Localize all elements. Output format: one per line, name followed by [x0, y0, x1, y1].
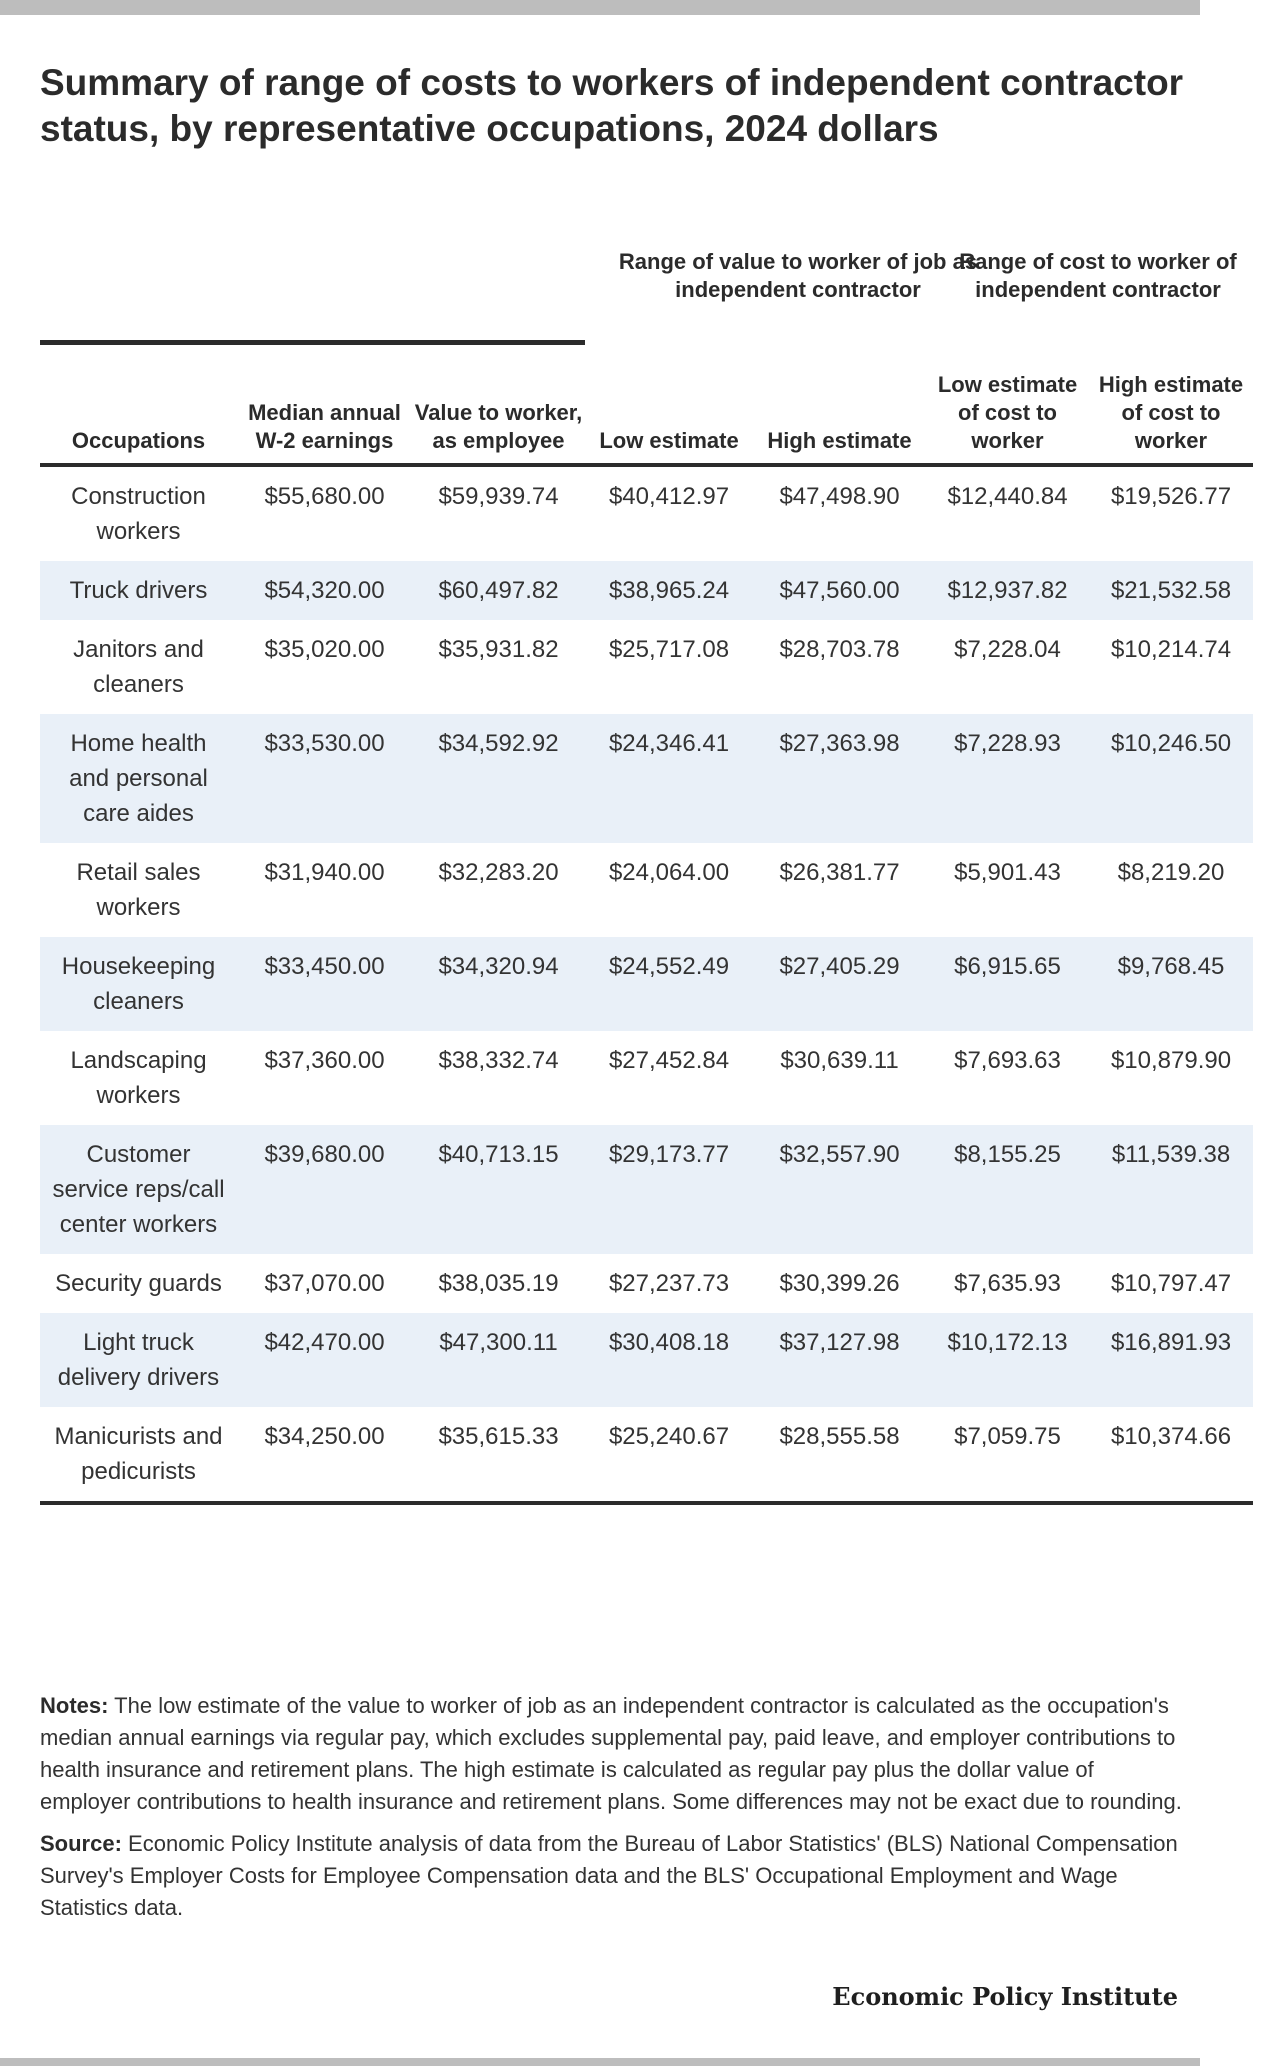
cell-cost-low-estimate: $7,228.93: [954, 730, 1061, 757]
cell-median-earnings: $33,530.00: [264, 730, 385, 757]
cell-cost-high-estimate: $10,797.47: [1110, 1270, 1232, 1297]
cell-ic-low-estimate: $29,173.77: [608, 1141, 730, 1168]
cell-median-earnings: $37,070.00: [264, 1270, 385, 1297]
notes-text: The low estimate of the value to worker of job as an independent contractor is calculated as the occupation's median annual earnings via regular pay, which excludes supplemental pay, paid leave, and employer contributions to health insurance and retirement plans. The high estimate is calculated as regular pay plus the dollar value of employer contributions to health insurance and retirement plans. Some differences may not be exact due to rounding.: [40, 1693, 1182, 1814]
cell-ic-low-estimate: $27,237.73: [608, 1270, 730, 1297]
table-row: [40, 1407, 1253, 1501]
cell-value-employee: $47,300.11: [439, 1329, 558, 1356]
cell-cost-low-estimate: $12,440.84: [947, 483, 1068, 510]
cell-median-earnings: $31,940.00: [264, 859, 385, 886]
cell-ic-low-estimate: $24,064.00: [608, 859, 730, 886]
notes-section: [40, 1690, 1190, 1934]
cell-ic-low-estimate: $38,965.24: [608, 577, 730, 604]
cell-cost-low-estimate: $12,937.82: [947, 577, 1068, 604]
table-row: [40, 561, 1253, 620]
cell-value-employee: $34,592.92: [438, 730, 559, 757]
cell-ic-high-estimate: $27,405.29: [779, 953, 900, 980]
cell-ic-high-estimate: $32,557.90: [779, 1141, 900, 1168]
cell-occupation: Retail sales workers: [76, 859, 201, 921]
group-header-value-range: Range of value to worker of job as independent contractor: [618, 249, 978, 302]
cell-cost-high-estimate: $21,532.58: [1110, 577, 1232, 604]
table-row: [40, 1031, 1253, 1125]
cell-occupation: Home health and personal care aides: [69, 730, 208, 827]
cell-cost-low-estimate: $8,155.25: [954, 1141, 1061, 1168]
cell-cost-high-estimate: $19,526.77: [1110, 483, 1232, 510]
cell-cost-low-estimate: $7,693.63: [954, 1047, 1061, 1074]
cell-cost-low-estimate: $7,228.04: [954, 636, 1061, 663]
cell-cost-high-estimate: $16,891.93: [1110, 1329, 1232, 1356]
source-label: Source:: [40, 1831, 122, 1856]
cell-cost-high-estimate: $8,219.20: [1117, 859, 1225, 886]
cell-value-employee: $32,283.20: [438, 859, 559, 886]
page-title: Summary of range of costs to workers of independent contractor status, by representative occupations, 2024 dollars: [40, 62, 1184, 149]
cell-occupation: Light truck delivery drivers: [57, 1329, 220, 1391]
cell-median-earnings: $42,470.00: [264, 1329, 385, 1356]
table-row: [40, 1254, 1253, 1313]
cell-value-employee: $60,497.82: [438, 577, 559, 604]
source-text: Economic Policy Institute analysis of data from the Bureau of Labor Statistics' (BLS) National Compensation Survey's Employer Costs for Employee Compensation data and the BLS' Occupational Employment and Wage Statistics data.: [40, 1831, 1178, 1920]
cell-occupation: Manicurists and pedicurists: [54, 1423, 223, 1485]
table-row: [40, 714, 1253, 843]
group-header-cost-range: Range of cost to worker of independent contractor: [959, 249, 1237, 302]
cell-ic-low-estimate: $30,408.18: [608, 1329, 730, 1356]
cell-median-earnings: $37,360.00: [264, 1047, 385, 1074]
cell-median-earnings: $33,450.00: [264, 953, 385, 980]
table-row: [40, 467, 1253, 561]
cell-occupation: Customer service reps/call center workers: [52, 1141, 225, 1238]
col-header-median: Median annual W-2 earnings: [248, 400, 401, 453]
col-header-value-employee: Value to worker, as employee: [414, 400, 583, 453]
cell-occupation: Landscaping workers: [70, 1047, 207, 1109]
cell-cost-low-estimate: $7,059.75: [954, 1423, 1061, 1450]
cell-value-employee: $59,939.74: [438, 483, 559, 510]
cell-occupation: Truck drivers: [69, 577, 208, 604]
cell-cost-high-estimate: $9,768.45: [1117, 953, 1225, 980]
brand-logo-text: Economic Policy Institute: [832, 1982, 1178, 2011]
source-paragraph: [40, 1828, 1190, 1924]
data-table: [40, 248, 1253, 1505]
cell-cost-low-estimate: $5,901.43: [954, 859, 1061, 886]
cell-cost-low-estimate: $7,635.93: [954, 1270, 1061, 1297]
table-row: [40, 843, 1253, 937]
column-header-row: [40, 345, 1253, 467]
cell-ic-high-estimate: $26,381.77: [779, 859, 900, 886]
cell-value-employee: $35,615.33: [438, 1423, 559, 1450]
cell-ic-high-estimate: $47,560.00: [779, 577, 900, 604]
group-header-row: [40, 248, 1253, 340]
cell-occupation: Construction workers: [71, 483, 206, 545]
col-header-ic-low: Low estimate: [599, 428, 739, 453]
cell-occupation: Security guards: [55, 1270, 222, 1297]
cell-median-earnings: $34,250.00: [264, 1423, 385, 1450]
table-row: [40, 1313, 1253, 1407]
cell-median-earnings: $39,680.00: [264, 1141, 385, 1168]
cell-cost-high-estimate: $10,879.90: [1110, 1047, 1232, 1074]
cell-ic-high-estimate: $28,555.58: [779, 1423, 900, 1450]
header-rule-thick: [40, 340, 585, 345]
cell-ic-high-estimate: $37,127.98: [779, 1329, 900, 1356]
cell-occupation: Housekeeping cleaners: [61, 953, 216, 1015]
cell-occupation: Janitors and cleaners: [73, 636, 204, 698]
cell-ic-high-estimate: $47,498.90: [779, 483, 900, 510]
notes-paragraph: [40, 1690, 1190, 1818]
cell-cost-low-estimate: $10,172.13: [947, 1329, 1068, 1356]
cell-value-employee: $35,931.82: [438, 636, 559, 663]
col-header-ic-high: High estimate: [767, 428, 912, 453]
table-row: [40, 937, 1253, 1031]
bottom-border-bar: [0, 2058, 1200, 2066]
table-body: [40, 467, 1253, 1505]
cell-cost-high-estimate: $10,374.66: [1110, 1423, 1232, 1450]
cell-median-earnings: $55,680.00: [264, 483, 385, 510]
cell-ic-high-estimate: $27,363.98: [779, 730, 900, 757]
cell-ic-high-estimate: $30,639.11: [780, 1047, 899, 1074]
cell-ic-low-estimate: $27,452.84: [608, 1047, 730, 1074]
cell-value-employee: $34,320.94: [438, 953, 559, 980]
col-header-cost-low: Low estimate of cost to worker: [937, 372, 1078, 453]
cell-ic-high-estimate: $30,399.26: [779, 1270, 900, 1297]
cell-cost-low-estimate: $6,915.65: [954, 953, 1061, 980]
cell-value-employee: $38,035.19: [438, 1270, 559, 1297]
cell-value-employee: $40,713.15: [438, 1141, 559, 1168]
notes-label: Notes:: [40, 1693, 109, 1718]
cell-median-earnings: $54,320.00: [264, 577, 385, 604]
cell-ic-low-estimate: $24,552.49: [608, 953, 730, 980]
cell-cost-high-estimate: $10,214.74: [1110, 636, 1232, 663]
col-header-cost-high: High estimate of cost to worker: [1098, 372, 1244, 453]
col-header-occupations: Occupations: [71, 428, 206, 453]
cell-value-employee: $38,332.74: [438, 1047, 559, 1074]
cell-median-earnings: $35,020.00: [264, 636, 385, 663]
cell-ic-low-estimate: $25,240.67: [608, 1423, 730, 1450]
cell-ic-high-estimate: $28,703.78: [779, 636, 900, 663]
cell-cost-high-estimate: $11,539.38: [1111, 1141, 1231, 1168]
cell-ic-low-estimate: $24,346.41: [608, 730, 730, 757]
table-row: [40, 620, 1253, 714]
cell-ic-low-estimate: $25,717.08: [608, 636, 730, 663]
cell-cost-high-estimate: $10,246.50: [1110, 730, 1232, 757]
cell-ic-low-estimate: $40,412.97: [608, 483, 730, 510]
table-row: [40, 1125, 1253, 1254]
top-border-bar: [0, 0, 1200, 15]
